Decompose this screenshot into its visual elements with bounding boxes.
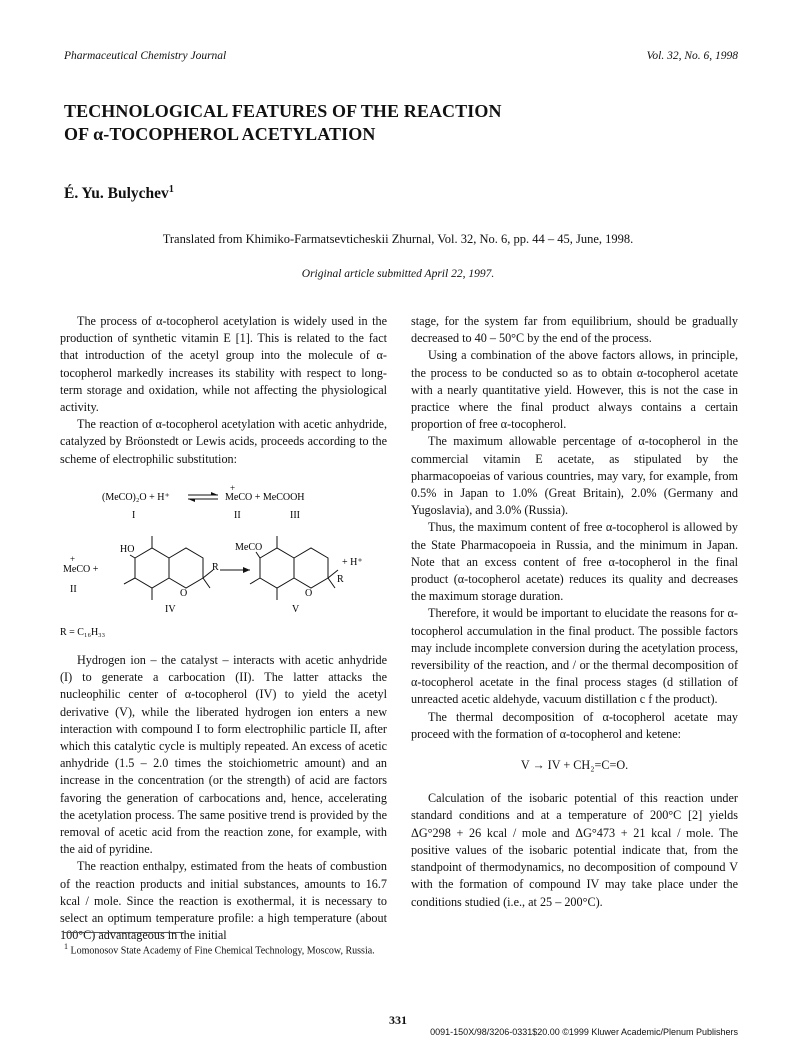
scheme-ho: HO	[120, 544, 135, 555]
paragraph: The maximum allowable percentage of α-tocopherol in the commercial vitamin E acetate, as stipulated by the pharmacopoeias of various countries, may vary, for example, from 0.5% in Japan to 1.0% (Great Britain), 2.0% (Germany and Yugoslavia), and 3.0% (Russia).	[411, 434, 738, 518]
title-line-2: OF α-TOCOPHEROL ACETYLATION	[64, 124, 376, 144]
scheme-o-right: O	[305, 588, 313, 599]
translation-note: Translated from Khimiko-Farmatsevticheskii Zhurnal, Vol. 32, No. 6, pp. 44 – 45, June, 1998.	[162, 232, 634, 246]
scheme-reactants: (MeCO)₂O + H⁺	[102, 492, 170, 503]
submission-date: Original article submitted April 22, 1997.	[301, 268, 495, 280]
scheme-r-left: R	[212, 562, 219, 573]
scheme-o-left: O	[180, 588, 188, 599]
right-column	[411, 313, 738, 911]
scheme-meco-reactant: MeCO +	[63, 564, 99, 575]
label-II: II	[234, 510, 241, 521]
label-II-b: II	[70, 584, 77, 595]
paragraph: The process of α-tocopherol acetylation is widely used in the production of synthetic vitamin E [1]. This is related to the fact that introduction of the acetyl group into the molecule of α-tocopherol markedly increases its stability with respect to long-term storage and oxidation, while not affecting the physiological activity.	[60, 314, 387, 415]
paragraph: Thus, the maximum content of free α-tocopherol is allowed by the State Pharmacopoeia in Russia, and the minimum in Japan. Note that an excess content of free α-tocopherol in the final product (α-tocopherol acetate) reduces its quality and decreases the maximum storage duration.	[411, 520, 738, 604]
journal-name: Pharmaceutical Chemistry Journal	[64, 50, 227, 62]
footnote	[64, 940, 384, 957]
label-I: I	[132, 510, 136, 521]
left-column-top	[60, 313, 387, 468]
left-column-bottom	[60, 652, 387, 944]
scheme-h-plus: + H⁺	[342, 557, 363, 568]
scheme-meco-ring: MeCO	[235, 542, 263, 553]
footnote-divider	[64, 932, 184, 933]
paragraph: The reaction of α-tocopherol acetylation with acetic anhydride, catalyzed by Bröonstedt or Lewis acids, proceeds according to the scheme of electrophilic substitution:	[60, 417, 387, 466]
author	[64, 184, 174, 203]
scheme-plus-charge: +	[230, 483, 236, 493]
paragraph: Hydrogen ion – the catalyst – interacts with acetic anhydride (I) to generate a carbocation (II). The latter attacks the nucleophilic center of α-tocopherol (IV) to yield the acetyl derivative (V), while the liberated hydrogen ion enters a new interaction with compound I to form electrophilic particle II, after which this catalytic cycle is multiply repeated. An excess of acetic anhydride (1.5 – 2.0 times the stoichiometric amount) and an increase in the concentration (or the strength) of acid are factors favoring the generation of carbocations and, hence, accelerating the acetylation process. The same positive trend is provided by the removal of acetic acid from the reaction zone, for example, with the aid of pyridine.	[60, 653, 387, 857]
label-V: V	[292, 604, 300, 615]
scheme-r-right: R	[337, 574, 344, 585]
paragraph: Using a combination of the above factors allows, in principle, the process to be conducted so as to obtain α-tocopherol acetate with a nearly quantitative yield. However, this is not the case in practice where the final product always contains a certain proportion of free α-tocopherol.	[411, 348, 738, 432]
footnote-mark: 1	[64, 942, 68, 951]
paragraph: stage, for the system far from equilibrium, should be gradually decreased to 40 – 50°C by the end of the process.	[411, 314, 738, 346]
reaction-scheme	[60, 470, 387, 640]
paragraph: The reaction enthalpy, estimated from the heats of combustion of the reaction products and initial substances, amounts to 16.7 kcal / mole. Since the reaction is exothermal, it is necessary to select an optimum temperature profile: a high temperature (about 100°C) advantageous in the initial	[60, 859, 387, 943]
volume-info: Vol. 32, No. 6, 1998	[646, 50, 738, 62]
title-line-1: TECHNOLOGICAL FEATURES OF THE REACTION	[64, 101, 502, 121]
label-IV: IV	[165, 604, 176, 615]
label-III: III	[290, 510, 300, 521]
scheme-plus-charge-2: +	[70, 554, 76, 564]
page-number: 331	[389, 1013, 407, 1027]
scheme-products: MeCO + MeCOOH	[225, 492, 305, 503]
author-name: É. Yu. Bulychev	[64, 185, 169, 203]
footnote-text: Lomonosov State Academy of Fine Chemical Technology, Moscow, Russia.	[70, 945, 375, 957]
scheme-r-definition: R = C₁₆H₃₃	[60, 627, 106, 638]
scheme-graphic	[60, 470, 387, 640]
article-title	[64, 100, 664, 146]
equation: V → IV + CH₂=C=O.	[520, 758, 629, 773]
paragraph: Therefore, it would be important to elucidate the reasons for α-tocopherol accumulation in the final product. The possible factors may include incomplete conversion during the acetylation process, reversibility of the reaction, and / or the thermal decomposition of α-tocopherol acetate in the final process stages (d stillation of unreacted acetic aldehyde, vacuum distillation c f the product).	[411, 606, 738, 707]
paragraph: The thermal decomposition of α-tocopherol acetate may proceed with the formation of α-tocopherol and ketene:	[411, 709, 738, 741]
author-footnote-mark: 1	[168, 184, 174, 195]
paragraph: Calculation of the isobaric potential of this reaction under standard conditions and at a temperature of 200°C [2] yields ΔG°298 + 26 kcal / mole and ΔG°473 + 21 kcal / mole. The positive values of the isobaric potential indicate that, from the standpoint of thermodynamics, no decomposition of compound V with the formation of compound IV may take place under the conditions studied (i.e., at 25 – 200°C).	[411, 791, 738, 909]
copyright-line: 0091-150X/98/3206-0331$20.00 ©1999 Kluwer Academic/Plenum Publishers	[430, 1027, 738, 1037]
